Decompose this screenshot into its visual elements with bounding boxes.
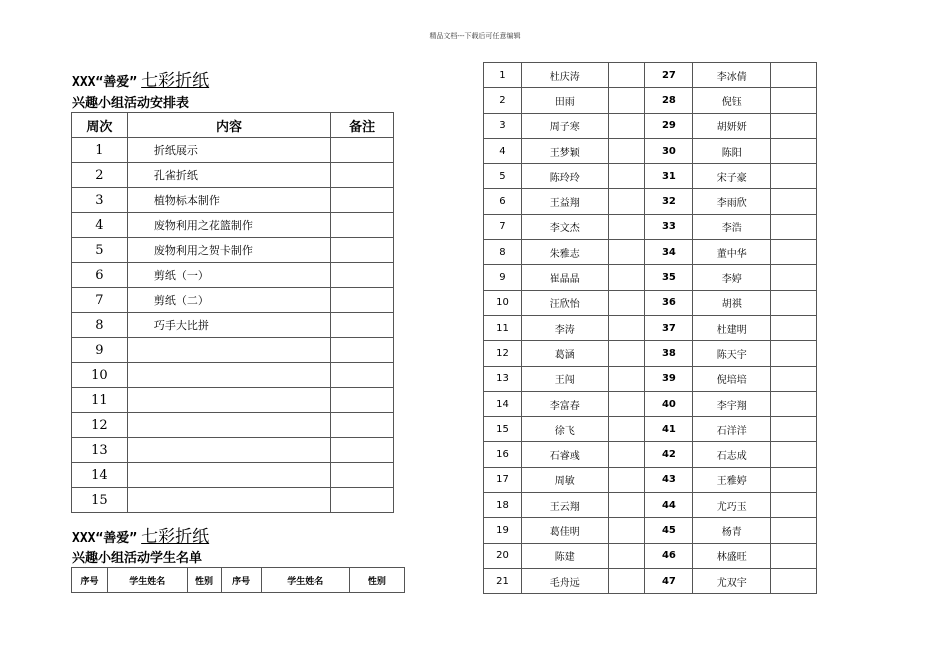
schedule-content-cell: 废物利用之花篮制作 [127,213,330,238]
roster-no-cell: 17 [484,467,522,492]
table-row [484,518,817,543]
schedule-note-cell [331,363,394,388]
roster-gender-cell [771,568,817,593]
roster-title-brand: XXX“善爱” [72,531,138,546]
table-row [484,442,817,467]
roster-name-cell: 李涛 [521,315,608,340]
schedule-note-cell [331,138,394,163]
roster-name-cell: 王益翔 [521,189,608,214]
schedule-week-cell: 13 [72,438,128,463]
roster-gender-cell [608,189,645,214]
roster-no-cell: 4 [484,138,522,163]
roster-gender-cell [608,467,645,492]
roster-no-cell: 16 [484,442,522,467]
roster-gender-cell [608,113,645,138]
schedule-content-cell: 折纸展示 [127,138,330,163]
roster-gender-cell [771,164,817,189]
roster-no-cell: 13 [484,366,522,391]
table-row [72,463,394,488]
schedule-header-row [72,113,394,138]
roster-gender-cell [771,113,817,138]
table-row [72,188,394,213]
schedule-content-cell [127,463,330,488]
roster-name-cell: 周敏 [521,467,608,492]
roster-name-cell: 尤巧玉 [693,493,771,518]
roster-no-cell: 31 [645,164,693,189]
roster-name-cell: 徐飞 [521,417,608,442]
schedule-title [72,66,209,91]
roster-gender-cell [771,341,817,366]
roster-title-name: 七彩折纸 [141,527,210,547]
roster-gender-cell [771,442,817,467]
roster-header-table [71,567,405,593]
roster-no-cell: 20 [484,543,522,568]
table-row [72,413,394,438]
roster-gender-cell [771,518,817,543]
table-row [484,164,817,189]
schedule-note-cell [331,188,394,213]
roster-gender-cell [608,417,645,442]
roster-no-cell: 10 [484,290,522,315]
roster-no-cell: 14 [484,391,522,416]
roster-name-cell: 林盛旺 [693,543,771,568]
roster-no-cell: 5 [484,164,522,189]
schedule-week-cell: 10 [72,363,128,388]
schedule-content-cell [127,488,330,513]
roster-gender-cell [608,442,645,467]
roster-no-cell: 3 [484,113,522,138]
roster-name-cell: 李雨欣 [693,189,771,214]
roster-no-cell: 21 [484,568,522,593]
table-row [484,189,817,214]
roster-no-cell: 18 [484,493,522,518]
roster-header-no-2: 序号 [221,568,261,593]
roster-name-cell: 李宇翔 [693,391,771,416]
roster-gender-cell [771,88,817,113]
table-row [72,163,394,188]
schedule-week-cell: 5 [72,238,128,263]
table-row [72,213,394,238]
roster-no-cell: 11 [484,315,522,340]
schedule-week-cell: 8 [72,313,128,338]
roster-no-cell: 30 [645,138,693,163]
roster-no-cell: 47 [645,568,693,593]
roster-header-row [72,568,405,593]
roster-name-cell: 董中华 [693,240,771,265]
roster-name-cell: 杨青 [693,518,771,543]
schedule-week-cell: 4 [72,213,128,238]
roster-gender-cell [771,265,817,290]
schedule-week-cell: 12 [72,413,128,438]
table-row [72,238,394,263]
schedule-header-note: 备注 [331,113,394,138]
roster-no-cell: 38 [645,341,693,366]
roster-no-cell: 29 [645,113,693,138]
schedule-week-cell: 7 [72,288,128,313]
roster-gender-cell [608,138,645,163]
roster-gender-cell [771,63,817,88]
schedule-note-cell [331,238,394,263]
roster-header-name-2: 学生姓名 [261,568,349,593]
schedule-note-cell [331,388,394,413]
roster-name-cell: 王云翔 [521,493,608,518]
roster-subtitle: 兴趣小组活动学生名单 [72,551,203,566]
roster-gender-cell [608,164,645,189]
table-row [72,363,394,388]
roster-name-cell: 倪钰 [693,88,771,113]
schedule-note-cell [331,163,394,188]
roster-name-cell: 汪欣怡 [521,290,608,315]
table-row [484,113,817,138]
table-row [484,493,817,518]
table-row [484,265,817,290]
roster-gender-cell [771,189,817,214]
table-row [484,290,817,315]
table-row [484,543,817,568]
roster-header-gender: 性别 [187,568,221,593]
schedule-week-cell: 6 [72,263,128,288]
roster-name-cell: 李婷 [693,265,771,290]
table-row [484,341,817,366]
roster-name-cell: 崔晶晶 [521,265,608,290]
schedule-header-week: 周次 [72,113,128,138]
roster-name-cell: 胡祺 [693,290,771,315]
schedule-week-cell: 1 [72,138,128,163]
roster-no-cell: 27 [645,63,693,88]
roster-no-cell: 7 [484,214,522,239]
roster-name-cell: 尤双宇 [693,568,771,593]
roster-header-gender-2: 性别 [349,568,404,593]
schedule-content-cell [127,363,330,388]
roster-gender-cell [608,543,645,568]
roster-gender-cell [771,366,817,391]
table-row [484,88,817,113]
roster-name-cell: 陈玲玲 [521,164,608,189]
roster-name-cell: 陈阳 [693,138,771,163]
schedule-note-cell [331,213,394,238]
roster-name-cell: 王闯 [521,366,608,391]
schedule-note-cell [331,488,394,513]
schedule-title-brand: XXX“善爱” [72,75,138,90]
roster-name-cell: 石睿彧 [521,442,608,467]
roster-name-cell: 石洋洋 [693,417,771,442]
roster-gender-cell [771,240,817,265]
schedule-note-cell [331,288,394,313]
roster-name-cell: 胡妍妍 [693,113,771,138]
schedule-content-cell: 植物标本制作 [127,188,330,213]
schedule-week-cell: 15 [72,488,128,513]
roster-no-cell: 46 [645,543,693,568]
roster-name-cell: 陈天宇 [693,341,771,366]
roster-gender-cell [608,366,645,391]
roster-no-cell: 45 [645,518,693,543]
table-row [72,438,394,463]
table-row [484,214,817,239]
table-row [72,288,394,313]
roster-name-cell: 周子寒 [521,113,608,138]
roster-gender-cell [608,493,645,518]
roster-gender-cell [608,240,645,265]
roster-no-cell: 39 [645,366,693,391]
roster-table [483,62,817,594]
roster-header-name: 学生姓名 [108,568,188,593]
table-row [484,240,817,265]
roster-gender-cell [608,315,645,340]
roster-no-cell: 12 [484,341,522,366]
table-row [484,417,817,442]
table-row [72,488,394,513]
schedule-content-cell: 剪纸（二） [127,288,330,313]
roster-gender-cell [608,88,645,113]
roster-gender-cell [771,493,817,518]
roster-no-cell: 35 [645,265,693,290]
roster-gender-cell [608,518,645,543]
roster-gender-cell [771,543,817,568]
roster-gender-cell [608,568,645,593]
roster-no-cell: 44 [645,493,693,518]
roster-header-no: 序号 [72,568,108,593]
roster-gender-cell [608,63,645,88]
roster-name-cell: 陈建 [521,543,608,568]
roster-gender-cell [771,417,817,442]
roster-name-cell: 李浩 [693,214,771,239]
table-row [484,315,817,340]
roster-name-cell: 李富春 [521,391,608,416]
schedule-content-cell [127,413,330,438]
table-row [72,388,394,413]
table-row [484,366,817,391]
schedule-note-cell [331,313,394,338]
roster-name-cell: 葛佳明 [521,518,608,543]
roster-no-cell: 28 [645,88,693,113]
roster-name-cell: 李文杰 [521,214,608,239]
roster-no-cell: 41 [645,417,693,442]
table-row [72,138,394,163]
roster-no-cell: 6 [484,189,522,214]
schedule-content-cell: 巧手大比拼 [127,313,330,338]
roster-title [72,522,209,547]
roster-name-cell: 朱雅志 [521,240,608,265]
schedule-week-cell: 9 [72,338,128,363]
roster-gender-cell [771,214,817,239]
roster-no-cell: 43 [645,467,693,492]
schedule-header-content: 内容 [127,113,330,138]
schedule-week-cell: 14 [72,463,128,488]
roster-no-cell: 8 [484,240,522,265]
roster-gender-cell [608,214,645,239]
roster-name-cell: 王梦颖 [521,138,608,163]
table-row [72,313,394,338]
table-row [484,391,817,416]
schedule-content-cell [127,388,330,413]
roster-name-cell: 李冰倩 [693,63,771,88]
table-row [484,63,817,88]
schedule-note-cell [331,413,394,438]
roster-no-cell: 1 [484,63,522,88]
roster-no-cell: 15 [484,417,522,442]
roster-gender-cell [608,265,645,290]
roster-no-cell: 32 [645,189,693,214]
roster-no-cell: 40 [645,391,693,416]
schedule-content-cell: 孔雀折纸 [127,163,330,188]
roster-no-cell: 37 [645,315,693,340]
table-row [484,568,817,593]
roster-name-cell: 葛涵 [521,341,608,366]
schedule-subtitle: 兴趣小组活动安排表 [72,96,190,111]
schedule-note-cell [331,438,394,463]
schedule-content-cell: 废物利用之贺卡制作 [127,238,330,263]
roster-name-cell: 王雅婷 [693,467,771,492]
schedule-content-cell: 剪纸（一） [127,263,330,288]
schedule-note-cell [331,263,394,288]
schedule-note-cell [331,338,394,363]
roster-gender-cell [608,341,645,366]
roster-no-cell: 19 [484,518,522,543]
roster-gender-cell [608,391,645,416]
roster-no-cell: 9 [484,265,522,290]
table-row [484,138,817,163]
roster-name-cell: 宋子豪 [693,164,771,189]
roster-gender-cell [771,138,817,163]
schedule-note-cell [331,463,394,488]
schedule-week-cell: 2 [72,163,128,188]
roster-no-cell: 2 [484,88,522,113]
roster-gender-cell [771,290,817,315]
roster-name-cell: 毛舟远 [521,568,608,593]
roster-no-cell: 34 [645,240,693,265]
schedule-title-name: 七彩折纸 [141,71,210,91]
roster-name-cell: 杜建明 [693,315,771,340]
schedule-week-cell: 11 [72,388,128,413]
schedule-content-cell [127,438,330,463]
roster-gender-cell [608,290,645,315]
table-row [72,338,394,363]
roster-name-cell: 杜庆涛 [521,63,608,88]
schedule-content-cell [127,338,330,363]
roster-no-cell: 42 [645,442,693,467]
roster-name-cell: 倪培培 [693,366,771,391]
roster-no-cell: 33 [645,214,693,239]
schedule-week-cell: 3 [72,188,128,213]
roster-no-cell: 36 [645,290,693,315]
roster-gender-cell [771,467,817,492]
table-row [72,263,394,288]
roster-name-cell: 田雨 [521,88,608,113]
roster-gender-cell [771,315,817,340]
page-header-note: 精品文档---下载后可任意编辑 [429,32,521,40]
schedule-table [71,112,394,513]
roster-gender-cell [771,391,817,416]
table-row [484,467,817,492]
roster-name-cell: 石志成 [693,442,771,467]
